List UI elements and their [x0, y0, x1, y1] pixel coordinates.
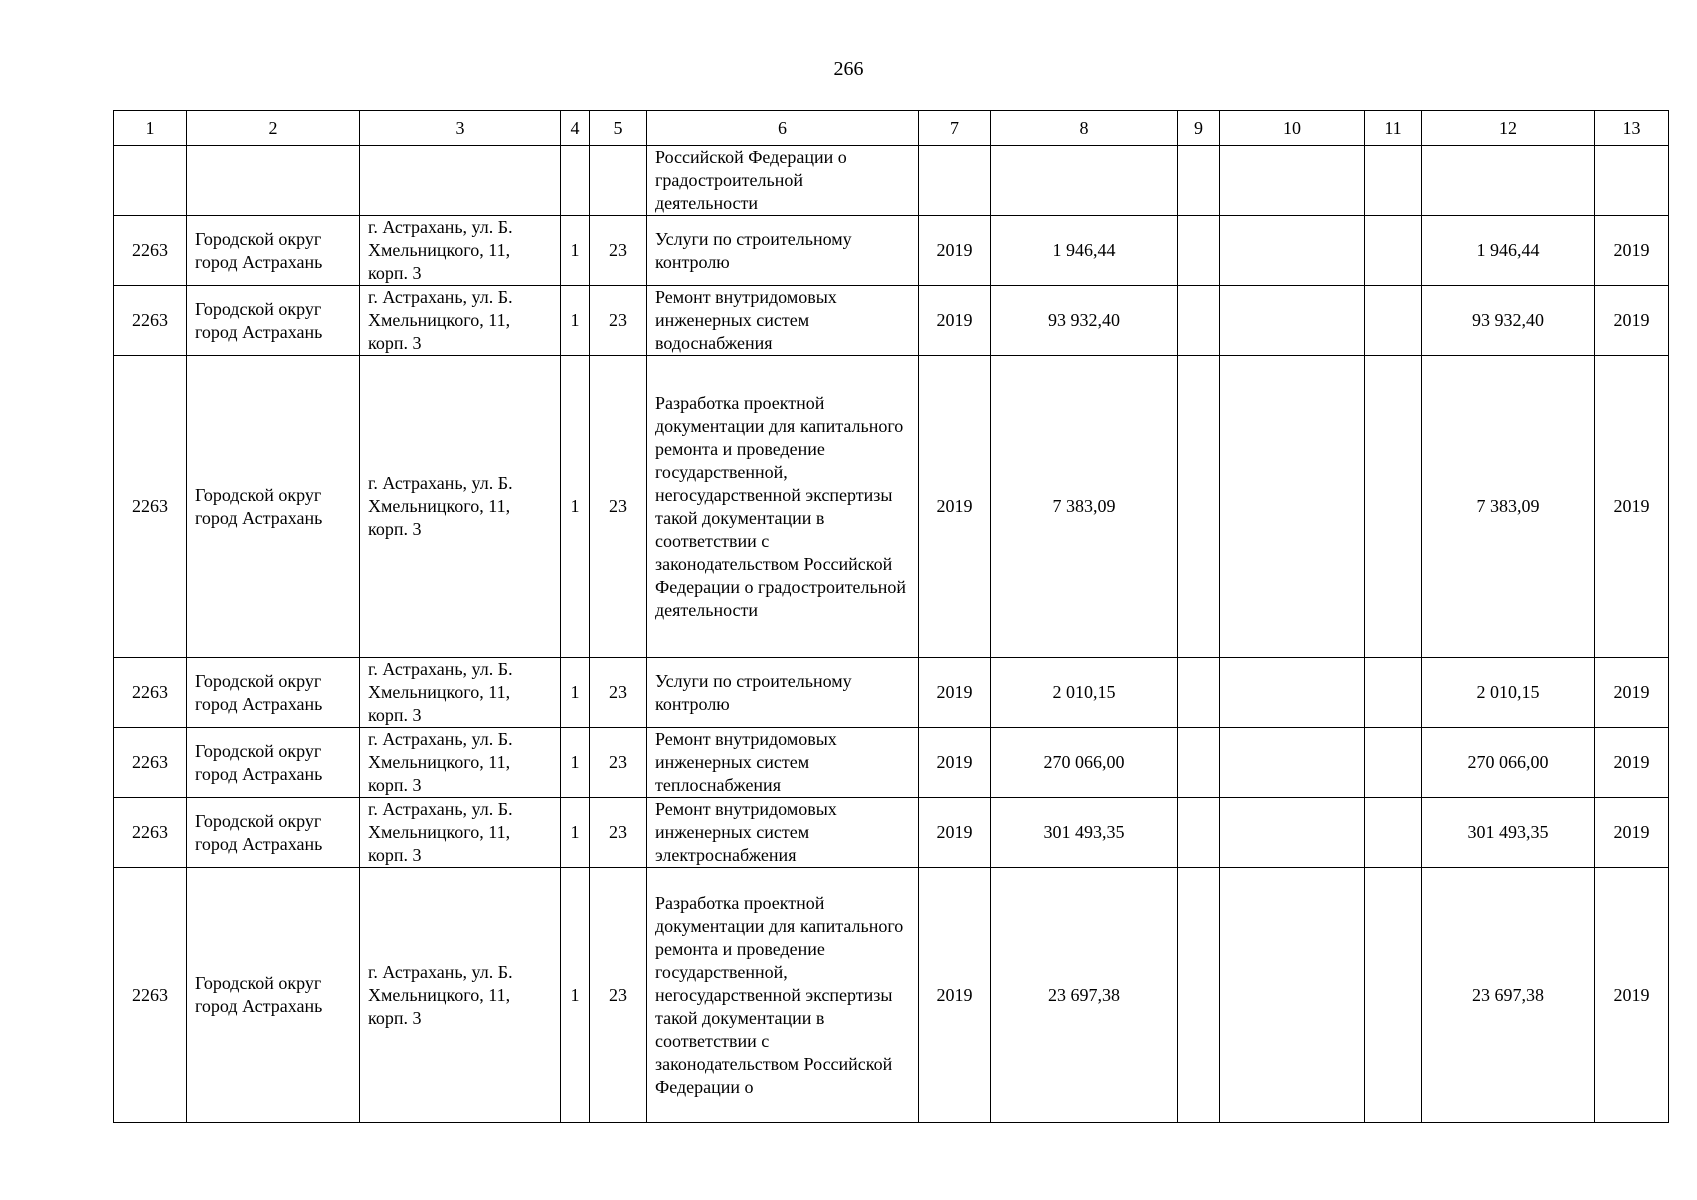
cell: 1: [561, 286, 590, 356]
cell: [1178, 798, 1220, 868]
row-number-cell: 2263: [114, 798, 187, 868]
total-cost-cell: 23 697,38: [991, 868, 1178, 1123]
total-cost-cell: 93 932,40: [991, 286, 1178, 356]
cell: 1: [561, 798, 590, 868]
work-description-cell: Разработка проектной документации для капитального ремонта и проведение государственной, негосударственной экспертизы такой документации в соответствии с законодательством Российской Федерации о градостроительной деятельности: [647, 356, 919, 658]
column-header: 13: [1595, 111, 1669, 146]
cell: [590, 146, 647, 216]
table-row: [114, 216, 1669, 286]
work-description-cell: Ремонт внутридомовых инженерных систем теплоснабжения: [647, 728, 919, 798]
row-number-cell: 2263: [114, 728, 187, 798]
row-number-cell: 2263: [114, 356, 187, 658]
cell: [1178, 658, 1220, 728]
column-header: 11: [1365, 111, 1422, 146]
completion-year-cell: 2019: [1595, 658, 1669, 728]
year-cell: 2019: [919, 356, 991, 658]
row-number-cell: 2263: [114, 216, 187, 286]
fund-cost-cell: 93 932,40: [1422, 286, 1595, 356]
cell: [1178, 356, 1220, 658]
fund-cost-cell: 23 697,38: [1422, 868, 1595, 1123]
cell: [1220, 146, 1365, 216]
cell: 23: [590, 658, 647, 728]
address-cell: г. Астрахань, ул. Б. Хмельницкого, 11, корп. 3: [360, 216, 561, 286]
cell: [1178, 868, 1220, 1123]
column-header: 12: [1422, 111, 1595, 146]
completion-year-cell: 2019: [1595, 216, 1669, 286]
page-number: 266: [833, 58, 864, 80]
table-row: [114, 728, 1669, 798]
column-header: 4: [561, 111, 590, 146]
work-description-cell: Услуги по строительному контролю: [647, 216, 919, 286]
cell: [1220, 286, 1365, 356]
column-header: 8: [991, 111, 1178, 146]
cell: [1365, 728, 1422, 798]
work-description-cell: Ремонт внутридомовых инженерных систем электроснабжения: [647, 798, 919, 868]
address-cell: г. Астрахань, ул. Б. Хмельницкого, 11, корп. 3: [360, 658, 561, 728]
table-row: [114, 798, 1669, 868]
work-description-cell: Услуги по строительному контролю: [647, 658, 919, 728]
fund-cost-cell: 301 493,35: [1422, 798, 1595, 868]
municipality-cell: Городской округ город Астрахань: [187, 216, 360, 286]
table-row: [114, 356, 1669, 658]
work-description-cell: Разработка проектной документации для капитального ремонта и проведение государственной, негосударственной экспертизы такой документации в соответствии с законодательством Российской Федерации о: [647, 868, 919, 1123]
cell: [187, 146, 360, 216]
capital-repair-table: [113, 110, 1669, 1123]
cell: [114, 146, 187, 216]
cell: [360, 146, 561, 216]
total-cost-cell: 270 066,00: [991, 728, 1178, 798]
cell: [1365, 798, 1422, 868]
address-cell: г. Астрахань, ул. Б. Хмельницкого, 11, корп. 3: [360, 798, 561, 868]
year-cell: 2019: [919, 286, 991, 356]
cell: [991, 146, 1178, 216]
cell: 1: [561, 658, 590, 728]
column-header: 9: [1178, 111, 1220, 146]
fund-cost-cell: 270 066,00: [1422, 728, 1595, 798]
table-row: [114, 658, 1669, 728]
table-row: [114, 868, 1669, 1123]
cell: 1: [561, 356, 590, 658]
cell: [1365, 146, 1422, 216]
year-cell: 2019: [919, 868, 991, 1123]
cell: [919, 146, 991, 216]
year-cell: 2019: [919, 216, 991, 286]
column-header: 6: [647, 111, 919, 146]
fund-cost-cell: 2 010,15: [1422, 658, 1595, 728]
work-description-cell: Российской Федерации о градостроительной деятельности: [647, 146, 919, 216]
cell: [1365, 286, 1422, 356]
year-cell: 2019: [919, 728, 991, 798]
cell: [561, 146, 590, 216]
address-cell: г. Астрахань, ул. Б. Хмельницкого, 11, корп. 3: [360, 356, 561, 658]
completion-year-cell: 2019: [1595, 798, 1669, 868]
column-header: 10: [1220, 111, 1365, 146]
municipality-cell: Городской округ город Астрахань: [187, 286, 360, 356]
cell: 23: [590, 216, 647, 286]
column-number-header-row: [114, 111, 1669, 146]
completion-year-cell: 2019: [1595, 868, 1669, 1123]
cell: [1365, 216, 1422, 286]
year-cell: 2019: [919, 658, 991, 728]
cell: 23: [590, 868, 647, 1123]
column-header: 2: [187, 111, 360, 146]
completion-year-cell: 2019: [1595, 356, 1669, 658]
row-number-cell: 2263: [114, 286, 187, 356]
cell: 1: [561, 728, 590, 798]
address-cell: г. Астрахань, ул. Б. Хмельницкого, 11, корп. 3: [360, 868, 561, 1123]
total-cost-cell: 301 493,35: [991, 798, 1178, 868]
column-header: 1: [114, 111, 187, 146]
address-cell: г. Астрахань, ул. Б. Хмельницкого, 11, корп. 3: [360, 728, 561, 798]
completion-year-cell: 2019: [1595, 728, 1669, 798]
total-cost-cell: 2 010,15: [991, 658, 1178, 728]
municipality-cell: Городской округ город Астрахань: [187, 728, 360, 798]
cell: [1220, 728, 1365, 798]
municipality-cell: Городской округ город Астрахань: [187, 798, 360, 868]
column-header: 5: [590, 111, 647, 146]
table-row: [114, 286, 1669, 356]
cell: [1220, 356, 1365, 658]
year-cell: 2019: [919, 798, 991, 868]
address-cell: г. Астрахань, ул. Б. Хмельницкого, 11, корп. 3: [360, 286, 561, 356]
cell: [1220, 798, 1365, 868]
total-cost-cell: 1 946,44: [991, 216, 1178, 286]
cell: 1: [561, 868, 590, 1123]
cell: [1220, 868, 1365, 1123]
continuation-row: [114, 146, 1669, 216]
cell: [1178, 286, 1220, 356]
cell: [1220, 658, 1365, 728]
cell: [1365, 356, 1422, 658]
cell: 23: [590, 728, 647, 798]
cell: [1422, 146, 1595, 216]
row-number-cell: 2263: [114, 868, 187, 1123]
cell: [1365, 868, 1422, 1123]
total-cost-cell: 7 383,09: [991, 356, 1178, 658]
row-number-cell: 2263: [114, 658, 187, 728]
cell: [1178, 146, 1220, 216]
completion-year-cell: 2019: [1595, 286, 1669, 356]
work-description-cell: Ремонт внутридомовых инженерных систем водоснабжения: [647, 286, 919, 356]
cell: 1: [561, 216, 590, 286]
cell: 23: [590, 798, 647, 868]
column-header: 7: [919, 111, 991, 146]
column-header: 3: [360, 111, 561, 146]
municipality-cell: Городской округ город Астрахань: [187, 658, 360, 728]
cell: 23: [590, 356, 647, 658]
cell: [1178, 728, 1220, 798]
cell: [1595, 146, 1669, 216]
municipality-cell: Городской округ город Астрахань: [187, 868, 360, 1123]
cell: 23: [590, 286, 647, 356]
cell: [1178, 216, 1220, 286]
fund-cost-cell: 1 946,44: [1422, 216, 1595, 286]
cell: [1365, 658, 1422, 728]
cell: [1220, 216, 1365, 286]
municipality-cell: Городской округ город Астрахань: [187, 356, 360, 658]
fund-cost-cell: 7 383,09: [1422, 356, 1595, 658]
